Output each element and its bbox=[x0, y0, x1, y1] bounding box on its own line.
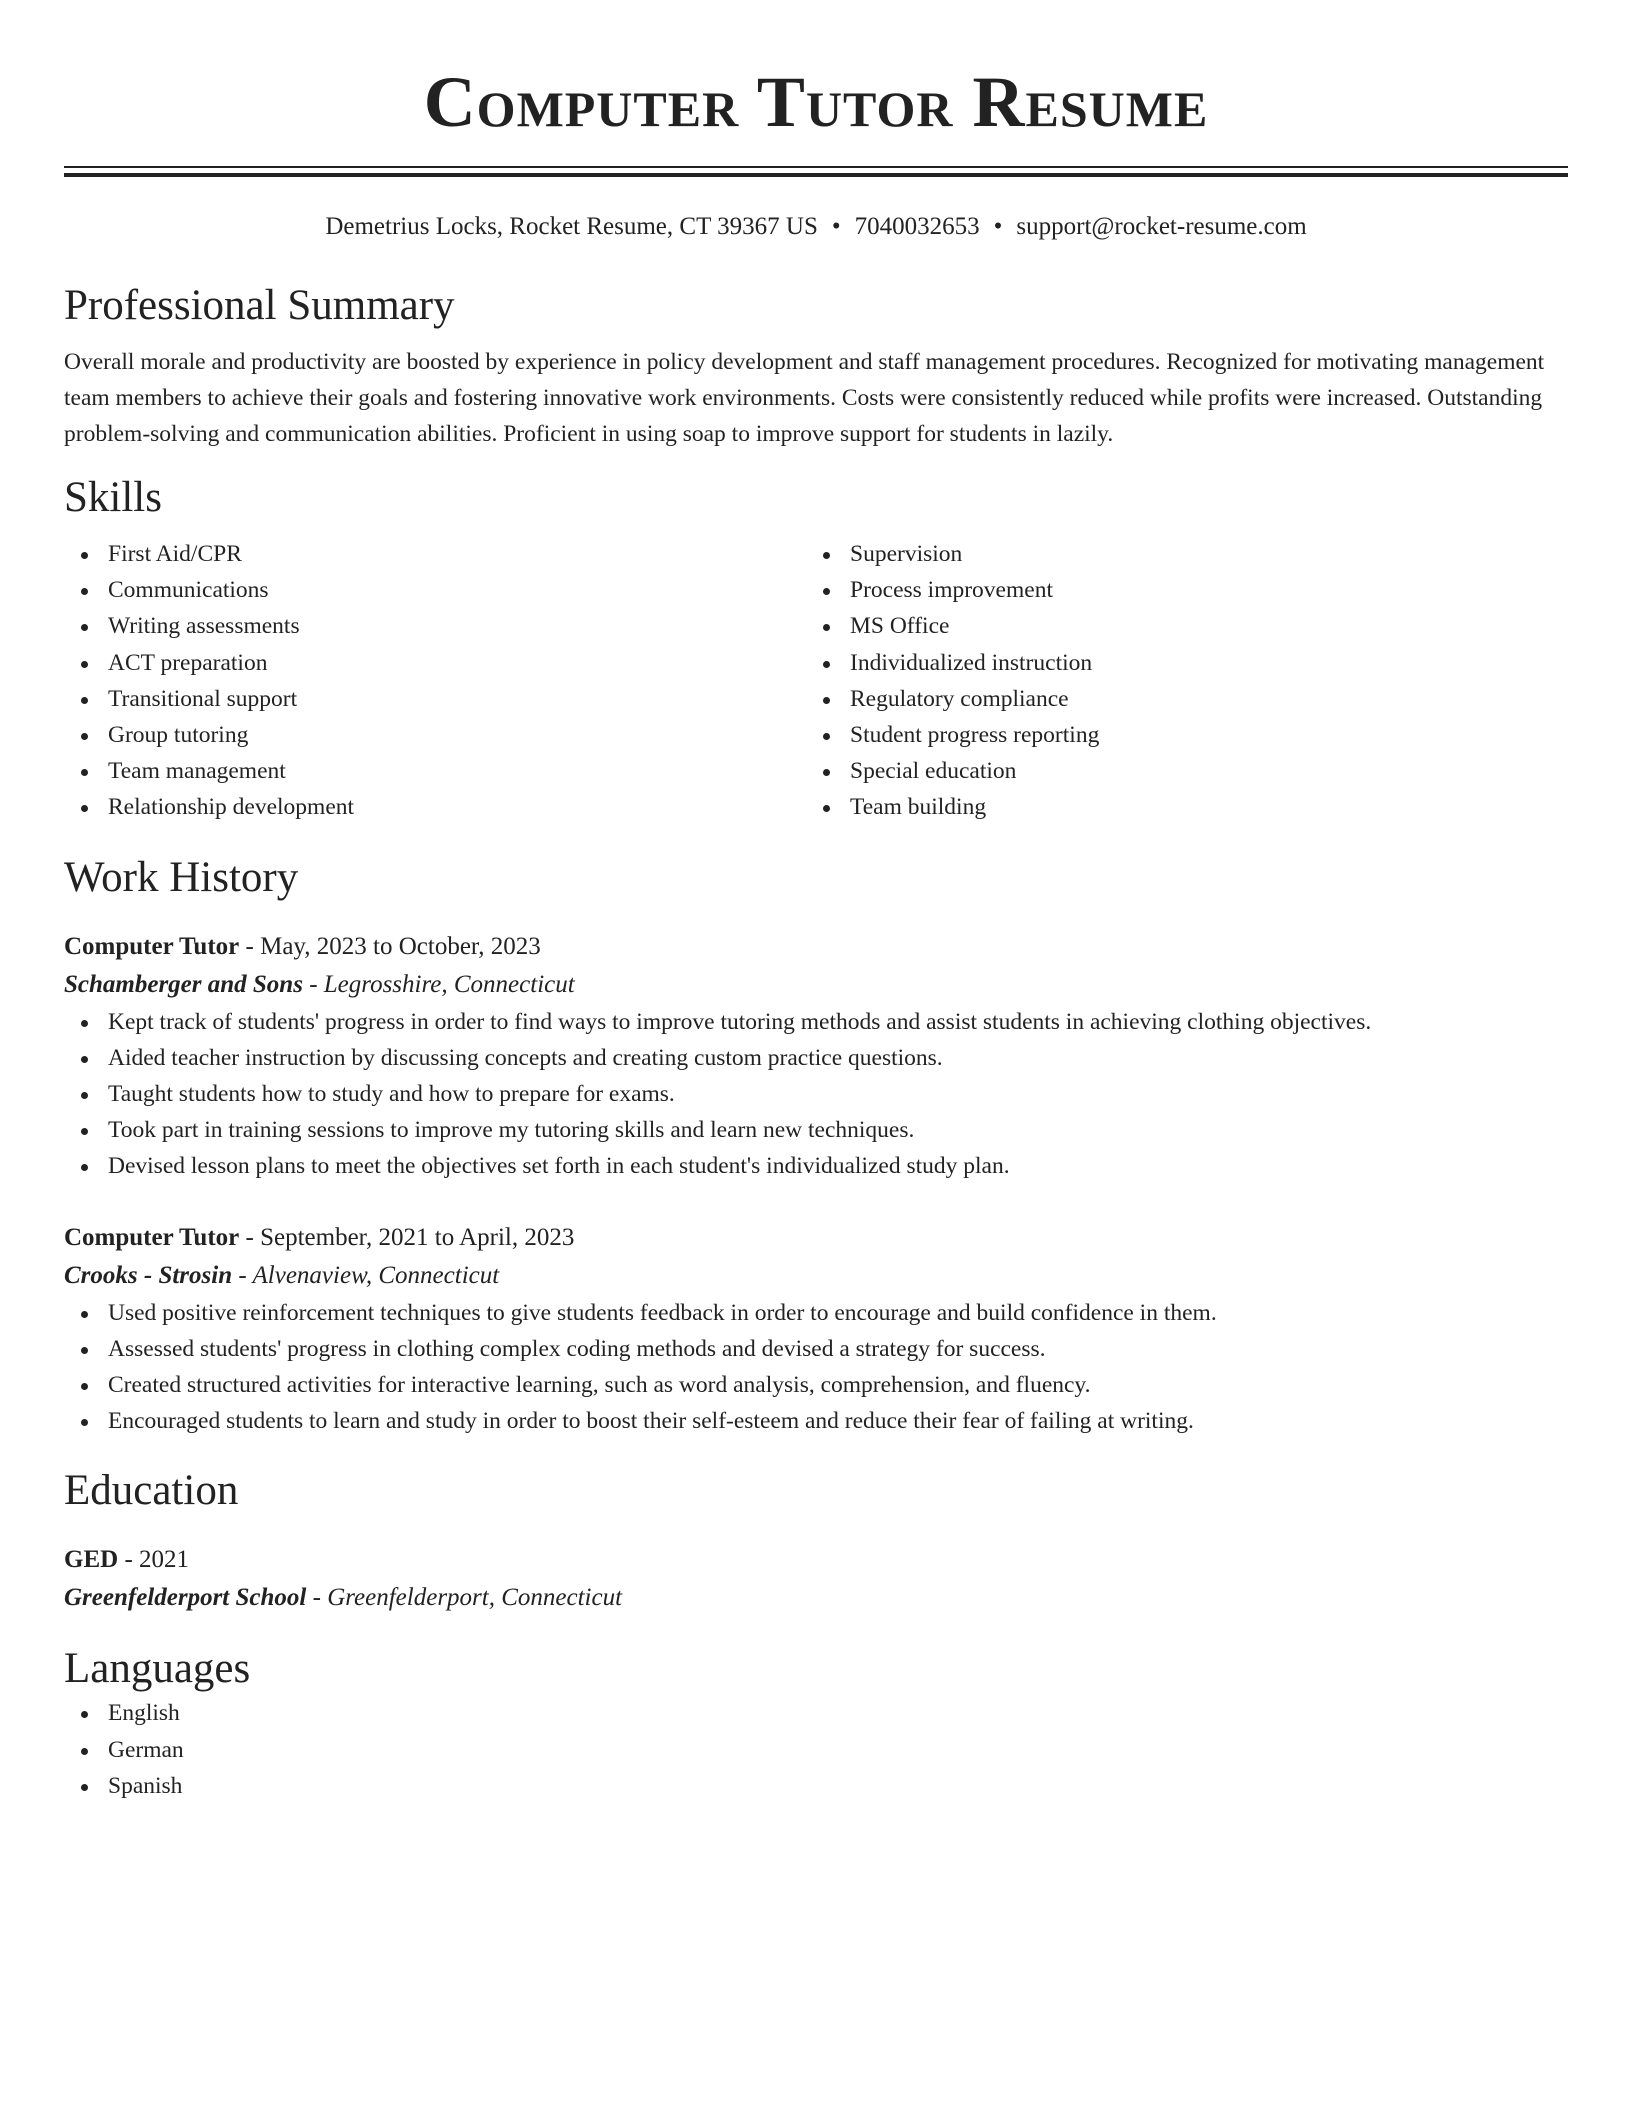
skill-item: Process improvement bbox=[806, 572, 1548, 608]
job-duty: Assessed students' progress in clothing complex coding methods and devised a strategy for success. bbox=[64, 1331, 1568, 1367]
skill-item: Special education bbox=[806, 753, 1548, 789]
title-divider bbox=[64, 166, 1568, 177]
employer-location: Legrosshire, Connecticut bbox=[323, 970, 575, 998]
skill-item: Team building bbox=[806, 789, 1548, 825]
job-duty: Taught students how to study and how to prepare for exams. bbox=[64, 1076, 1568, 1112]
job-duty: Kept track of students' progress in order to find ways to improve tutoring methods and assist students in achieving clothing objectives. bbox=[64, 1004, 1568, 1040]
contact-address: Demetrius Locks, Rocket Resume, CT 39367 US bbox=[325, 213, 818, 240]
skill-item: Supervision bbox=[806, 536, 1548, 572]
job-dates: September, 2021 to April, 2023 bbox=[260, 1223, 575, 1251]
dash: - bbox=[312, 1584, 321, 1612]
employer-line bbox=[64, 1257, 1568, 1295]
job-dates: May, 2023 to October, 2023 bbox=[260, 932, 541, 960]
education-location: Greenfelderport, Connecticut bbox=[327, 1584, 623, 1612]
contact-separator: • bbox=[993, 213, 1003, 240]
dash: - bbox=[309, 970, 318, 998]
skill-item: Regulatory compliance bbox=[806, 681, 1548, 717]
education-heading: Education bbox=[64, 1467, 239, 1515]
contact-email: support@rocket-resume.com bbox=[1016, 213, 1307, 240]
employer-line bbox=[64, 966, 1568, 1004]
summary-heading: Professional Summary bbox=[64, 282, 455, 329]
education-degree: GED bbox=[64, 1546, 119, 1574]
job-duty: Aided teacher instruction by discussing concepts and creating custom practice questions. bbox=[64, 1040, 1568, 1076]
resume-title: Computer Tutor Resume bbox=[423, 62, 1209, 142]
work-history-heading: Work History bbox=[64, 853, 299, 901]
dash: - bbox=[238, 1261, 247, 1289]
skills-list-left bbox=[64, 536, 806, 826]
skill-item: Writing assessments bbox=[64, 608, 806, 644]
skills-heading: Skills bbox=[64, 474, 162, 521]
education-school: Greenfelderport School bbox=[64, 1584, 307, 1612]
job-entry bbox=[64, 928, 1568, 1185]
education-year: 2021 bbox=[139, 1546, 190, 1574]
employer-location: Alvenaview, Connecticut bbox=[252, 1261, 500, 1289]
employer-name: Crooks - Strosin bbox=[64, 1261, 233, 1289]
job-duty: Took part in training sessions to improve my tutoring skills and learn new techniques. bbox=[64, 1112, 1568, 1148]
language-item: German bbox=[64, 1732, 1568, 1768]
contact-separator: • bbox=[831, 213, 841, 240]
job-duty: Encouraged students to learn and study in order to boost their self-esteem and reduce their fear of failing at writing. bbox=[64, 1403, 1568, 1439]
education-degree-line bbox=[64, 1541, 1568, 1579]
contact-line bbox=[64, 210, 1568, 244]
language-item: English bbox=[64, 1695, 1568, 1731]
employer-name: Schamberger and Sons bbox=[64, 970, 303, 998]
job-duty: Used positive reinforcement techniques to give students feedback in order to encourage and build confidence in them. bbox=[64, 1295, 1568, 1331]
job-duties-list bbox=[64, 1004, 1568, 1185]
summary-text: Overall morale and productivity are boosted by experience in policy development and staff management procedures. Recognized for motivating management team members to achieve their goals and fostering innovative work environments. Costs were consistently reduced while profits were increased. Outstanding problem-solving and communication abilities. Proficient in using soap to improve support for students in lazily. bbox=[64, 349, 1545, 447]
language-item: Spanish bbox=[64, 1768, 1568, 1804]
skill-item: Relationship development bbox=[64, 789, 806, 825]
skill-item: Individualized instruction bbox=[806, 645, 1548, 681]
dash: - bbox=[245, 1223, 254, 1251]
skills-list-right bbox=[806, 536, 1548, 826]
contact-phone: 7040032653 bbox=[854, 213, 980, 240]
job-duty: Devised lesson plans to meet the objectives set forth in each student's individualized study plan. bbox=[64, 1148, 1568, 1184]
dash: - bbox=[245, 932, 254, 960]
skill-item: Group tutoring bbox=[64, 717, 806, 753]
languages-list bbox=[64, 1695, 1568, 1804]
job-title-line bbox=[64, 928, 1568, 966]
skill-item: Transitional support bbox=[64, 681, 806, 717]
skill-item: Communications bbox=[64, 572, 806, 608]
skill-item: Student progress reporting bbox=[806, 717, 1548, 753]
skill-item: Team management bbox=[64, 753, 806, 789]
dash: - bbox=[124, 1546, 133, 1574]
job-duty: Created structured activities for interactive learning, such as word analysis, comprehension, and fluency. bbox=[64, 1367, 1568, 1403]
skills-column-left bbox=[64, 536, 806, 826]
job-title: Computer Tutor bbox=[64, 1223, 240, 1251]
job-entry bbox=[64, 1219, 1568, 1440]
job-title-line bbox=[64, 1219, 1568, 1257]
skills-column-right bbox=[806, 536, 1548, 826]
job-duties-list bbox=[64, 1295, 1568, 1440]
skill-item: First Aid/CPR bbox=[64, 536, 806, 572]
education-school-line bbox=[64, 1579, 1568, 1617]
job-title: Computer Tutor bbox=[64, 932, 240, 960]
languages-heading: Languages bbox=[64, 1645, 251, 1693]
skills-columns bbox=[64, 536, 1568, 826]
skill-item: ACT preparation bbox=[64, 645, 806, 681]
skill-item: MS Office bbox=[806, 608, 1548, 644]
